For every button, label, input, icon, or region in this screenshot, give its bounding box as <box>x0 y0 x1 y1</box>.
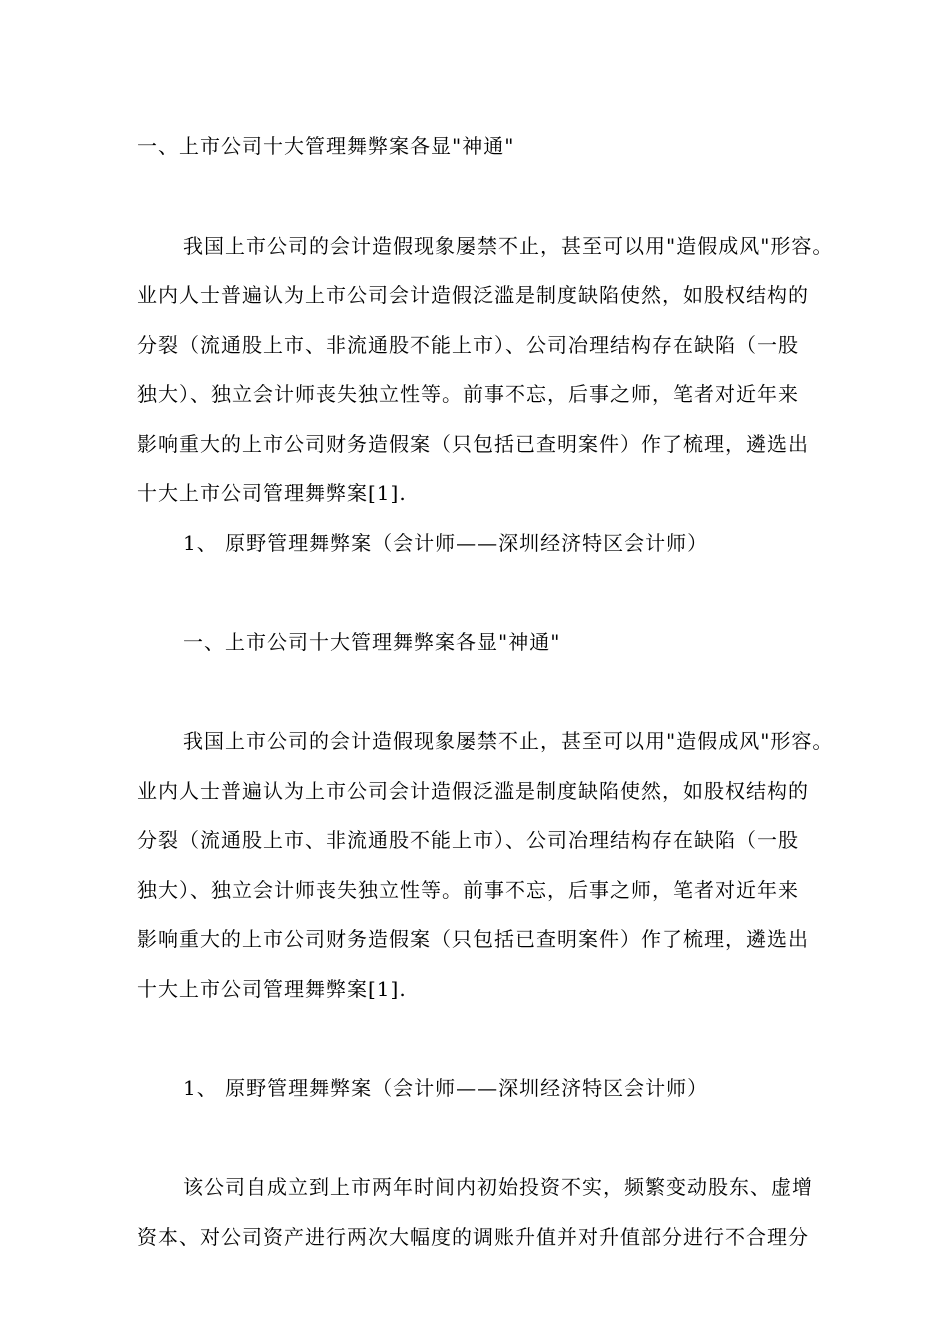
section-heading: 一、上市公司十大管理舞弊案各显"神通" <box>183 630 561 654</box>
paragraph-line: 影响重大的上市公司财务造假案（只包括已查明案件）作了梳理，遴选出 <box>137 927 809 951</box>
paragraph-line: 业内人士普遍认为上市公司会计造假泛滥是制度缺陷使然，如股权结构的 <box>137 283 809 307</box>
paragraph-line: 分裂（流通股上市、非流通股不能上市）、公司冶理结构存在缺陷（一股 <box>137 828 799 852</box>
section-heading: 一、上市公司十大管理舞弊案各显"神通" <box>137 134 515 158</box>
paragraph-line: 十大上市公司管理舞弊案[1]. <box>137 481 407 505</box>
paragraph-line: 该公司自成立到上市两年时间内初始投资不实，频繁变动股东、虚增 <box>183 1175 813 1199</box>
paragraph-line: 我国上市公司的会计造假现象屡禁不止，甚至可以用"造假成风"形容。 <box>183 234 834 258</box>
paragraph-line: 十大上市公司管理舞弊案[1]. <box>137 977 407 1001</box>
paragraph-line: 影响重大的上市公司财务造假案（只包括已查明案件）作了梳理，遴选出 <box>137 432 809 456</box>
paragraph-line: 独大）、独立会计师丧失独立性等。前事不忘，后事之师，笔者对近年来 <box>137 382 799 406</box>
paragraph-line: 资本、对公司资产进行两次大幅度的调账升值并对升值部分进行不合理分 <box>137 1225 809 1249</box>
list-item: 1、 原野管理舞弊案（会计师——深圳经济特区会计师） <box>183 531 709 555</box>
list-item: 1、 原野管理舞弊案（会计师——深圳经济特区会计师） <box>183 1076 709 1100</box>
paragraph-line: 分裂（流通股上市、非流通股不能上市）、公司冶理结构存在缺陷（一股 <box>137 333 799 357</box>
paragraph-line: 独大）、独立会计师丧失独立性等。前事不忘，后事之师，笔者对近年来 <box>137 878 799 902</box>
paragraph-line: 业内人士普遍认为上市公司会计造假泛滥是制度缺陷使然，如股权结构的 <box>137 779 809 803</box>
paragraph-line: 我国上市公司的会计造假现象屡禁不止，甚至可以用"造假成风"形容。 <box>183 729 834 753</box>
